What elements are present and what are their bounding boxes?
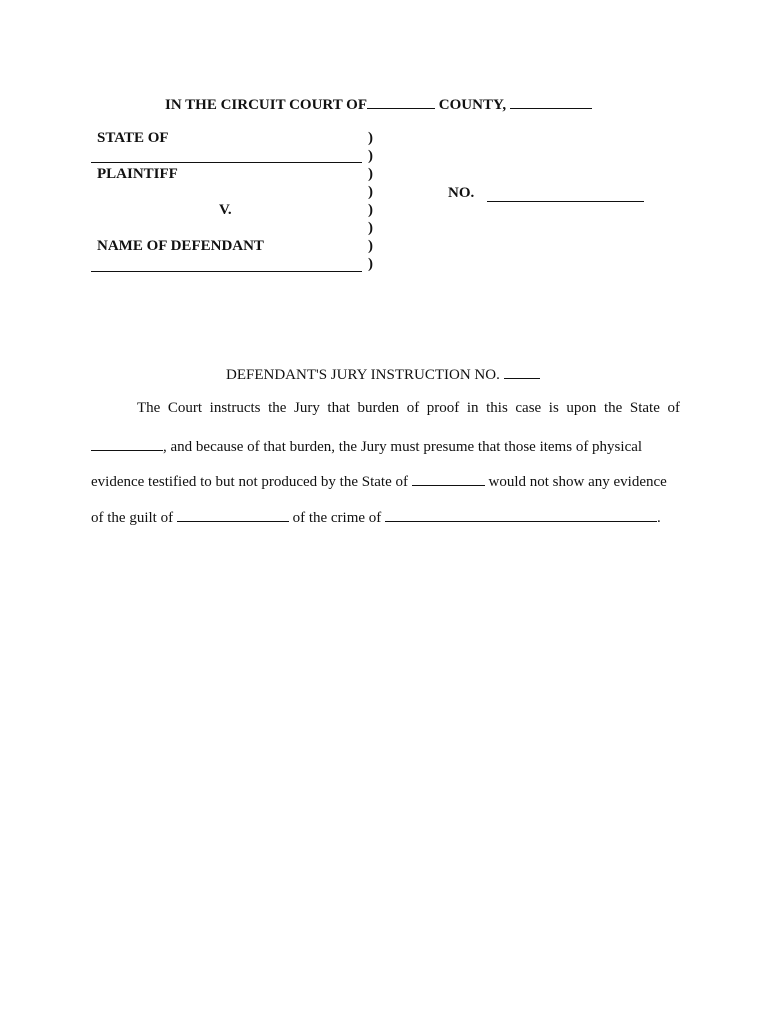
court-header [165, 94, 592, 114]
word: burden [357, 400, 400, 416]
word: instructs [209, 400, 261, 416]
instruction-line-1 [137, 400, 680, 417]
state-name-blank[interactable] [91, 436, 163, 451]
defendant-guilt-blank[interactable] [177, 507, 289, 522]
line-4-text-a: of the guilt of [91, 510, 174, 526]
word: of [667, 400, 680, 416]
instruction-line-2 [91, 436, 680, 456]
word: in [466, 400, 479, 416]
word: State [629, 400, 660, 416]
word: Jury [293, 400, 320, 416]
caption-paren: ) [368, 220, 373, 236]
court-prefix: IN THE CIRCUIT COURT OF [165, 97, 368, 113]
case-number-label: NO. [448, 185, 475, 201]
word: that [327, 400, 350, 416]
word: this [486, 400, 508, 416]
caption-paren: ) [368, 256, 373, 272]
word: the [268, 400, 287, 416]
caption-paren: ) [368, 238, 373, 254]
crime-blank[interactable] [385, 507, 657, 522]
caption-paren: ) [368, 130, 373, 146]
state-of-label: STATE OF [97, 130, 169, 146]
caption-paren: ) [368, 184, 373, 200]
caption-paren: ) [368, 202, 373, 218]
plaintiff-label: PLAINTIFF [97, 166, 178, 182]
line-2-text: , and because of that burden, the Jury must presume that those items of physical [163, 439, 643, 455]
word: the [603, 400, 623, 416]
instruction-line-4 [91, 507, 680, 527]
word: of [406, 400, 420, 416]
word: is [548, 400, 559, 416]
caption-paren: ) [368, 148, 373, 164]
instruction-number-blank[interactable] [504, 364, 540, 379]
word: Court [167, 400, 203, 416]
state-name-blank-2[interactable] [412, 471, 485, 486]
word: upon [566, 400, 597, 416]
plaintiff-name-line[interactable] [91, 162, 362, 163]
line-4-end: . [657, 510, 661, 526]
instruction-line-3 [91, 471, 680, 491]
instruction-title-text: DEFENDANT'S JURY INSTRUCTION NO. [226, 367, 500, 383]
line-3-text-b: would not show any evidence [488, 474, 667, 490]
versus-label: V. [219, 202, 232, 218]
defendant-label: NAME OF DEFENDANT [97, 238, 264, 254]
word: case [515, 400, 542, 416]
word: proof [426, 400, 460, 416]
caption-paren: ) [368, 166, 373, 182]
county-blank[interactable] [510, 94, 592, 109]
defendant-name-line[interactable] [91, 271, 362, 272]
case-number-blank[interactable] [487, 201, 644, 202]
line-4-text-b: of the crime of [292, 510, 382, 526]
word: The [137, 400, 161, 416]
county-label: COUNTY, [438, 97, 507, 113]
line-3-text-a: evidence testified to but not produced by the State of [91, 474, 408, 490]
instruction-title [226, 364, 540, 384]
circuit-court-blank[interactable] [367, 94, 435, 109]
